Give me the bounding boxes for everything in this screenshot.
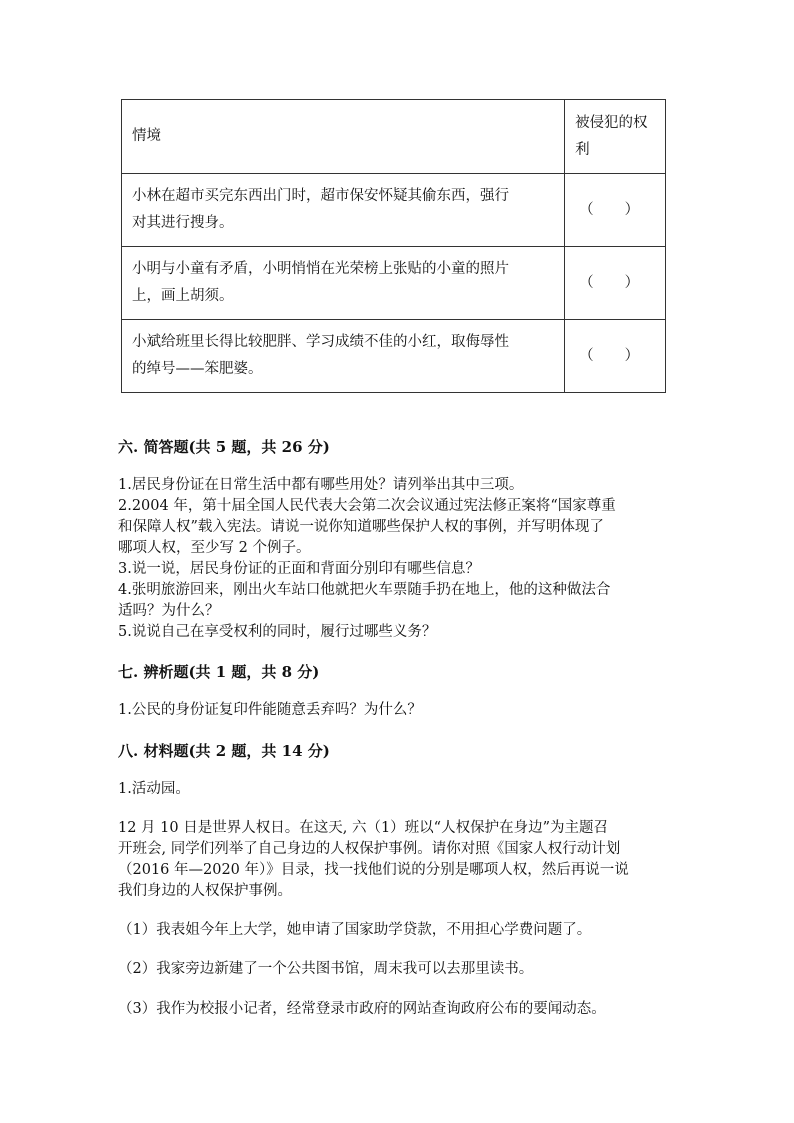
material-item: （1）我表姐今年上大学，她申请了国家助学贷款，不用担心学费问题了。 bbox=[118, 922, 592, 938]
close-paren: ） bbox=[624, 274, 640, 291]
open-paren: （ bbox=[579, 274, 594, 291]
header-right bbox=[565, 100, 666, 174]
section8-title: 八. 材料题(共 2 题，共 14 分) bbox=[118, 742, 330, 760]
situation-line: 对其进行搜身。 bbox=[132, 215, 234, 231]
situation-line: 小斌给班里长得比较肥胖、学习成绩不佳的小红，取侮辱性 bbox=[132, 334, 509, 350]
question-line: 1.居民身份证在日常生活中都有哪些用处？请列举出其中三项。 bbox=[118, 477, 524, 493]
material-item: （3）我作为校报小记者，经常登录市政府的网站查询政府公布的要闻动态。 bbox=[118, 1001, 606, 1017]
table-row bbox=[122, 247, 666, 320]
header-situation bbox=[122, 100, 565, 174]
table-row bbox=[122, 174, 666, 247]
answer-blank[interactable] bbox=[565, 247, 666, 320]
answer-blank[interactable] bbox=[565, 174, 666, 247]
section7-title: 七. 辨析题(共 1 题，共 8 分) bbox=[118, 663, 320, 681]
open-paren: （ bbox=[579, 201, 594, 218]
situation-cell bbox=[122, 320, 565, 393]
table-header-row bbox=[122, 100, 666, 174]
question-line: 5.说说自己在享受权利的同时，履行过哪些义务？ bbox=[118, 624, 437, 640]
close-paren: ） bbox=[624, 347, 640, 364]
answer-blank[interactable] bbox=[565, 320, 666, 393]
section6-title: 六. 简答题(共 5 题，共 26 分) bbox=[118, 438, 330, 456]
question-line: 哪项人权，至少写 2 个例子。 bbox=[118, 540, 311, 556]
question-line: 2.2004 年，第十届全国人民代表大会第二次会议通过宪法修正案将“国家尊重 bbox=[118, 498, 616, 514]
table-row bbox=[122, 320, 666, 393]
situation-cell bbox=[122, 247, 565, 320]
material-paragraph-line: （2016 年—2020 年）》目录，找一找他们说的分别是哪项人权，然后再说一说 bbox=[118, 862, 629, 878]
rights-table bbox=[121, 99, 666, 393]
header-right-line1: 被侵犯的权 bbox=[575, 114, 648, 131]
situation-line: 小林在超市买完东西出门时，超市保安怀疑其偷东西，强行 bbox=[132, 188, 509, 204]
material-item: （2）我家旁边新建了一个公共图书馆，周末我可以去那里读书。 bbox=[118, 961, 534, 977]
header-situation-label: 情境 bbox=[132, 128, 161, 144]
material-intro: 1.活动园。 bbox=[118, 781, 190, 797]
open-paren: （ bbox=[579, 347, 594, 364]
material-paragraph-line: 我们身边的人权保护事例。 bbox=[118, 883, 292, 899]
situation-cell bbox=[122, 174, 565, 247]
situation-line: 的绰号——笨肥婆。 bbox=[132, 361, 263, 377]
situation-line: 上，画上胡须。 bbox=[132, 288, 234, 304]
material-paragraph-line: 开班会, 同学们列举了自己身边的人权保护事例。请你对照《国家人权行动计划 bbox=[118, 841, 621, 857]
question-line: 4.张明旅游回来，刚出火车站口他就把火车票随手扔在地上，他的这种做法合 bbox=[118, 582, 611, 598]
question-line: 适吗？为什么？ bbox=[118, 603, 220, 619]
material-paragraph-line: 12 月 10 日是世界人权日。在这天, 六（1）班以“人权保护在身边”为主题召 bbox=[118, 820, 608, 836]
situation-line: 小明与小童有矛盾，小明悄悄在光荣榜上张贴的小童的照片 bbox=[132, 261, 509, 277]
close-paren: ） bbox=[624, 201, 640, 218]
question-line: 和保障人权”载入宪法。请说一说你知道哪些保护人权的事例，并写明体现了 bbox=[118, 519, 604, 535]
header-right-line2: 利 bbox=[575, 141, 590, 158]
question-line: 1.公民的身份证复印件能随意丢弃吗？为什么？ bbox=[118, 702, 422, 718]
question-line: 3.说一说，居民身份证的正面和背面分别印有哪些信息？ bbox=[118, 561, 480, 577]
